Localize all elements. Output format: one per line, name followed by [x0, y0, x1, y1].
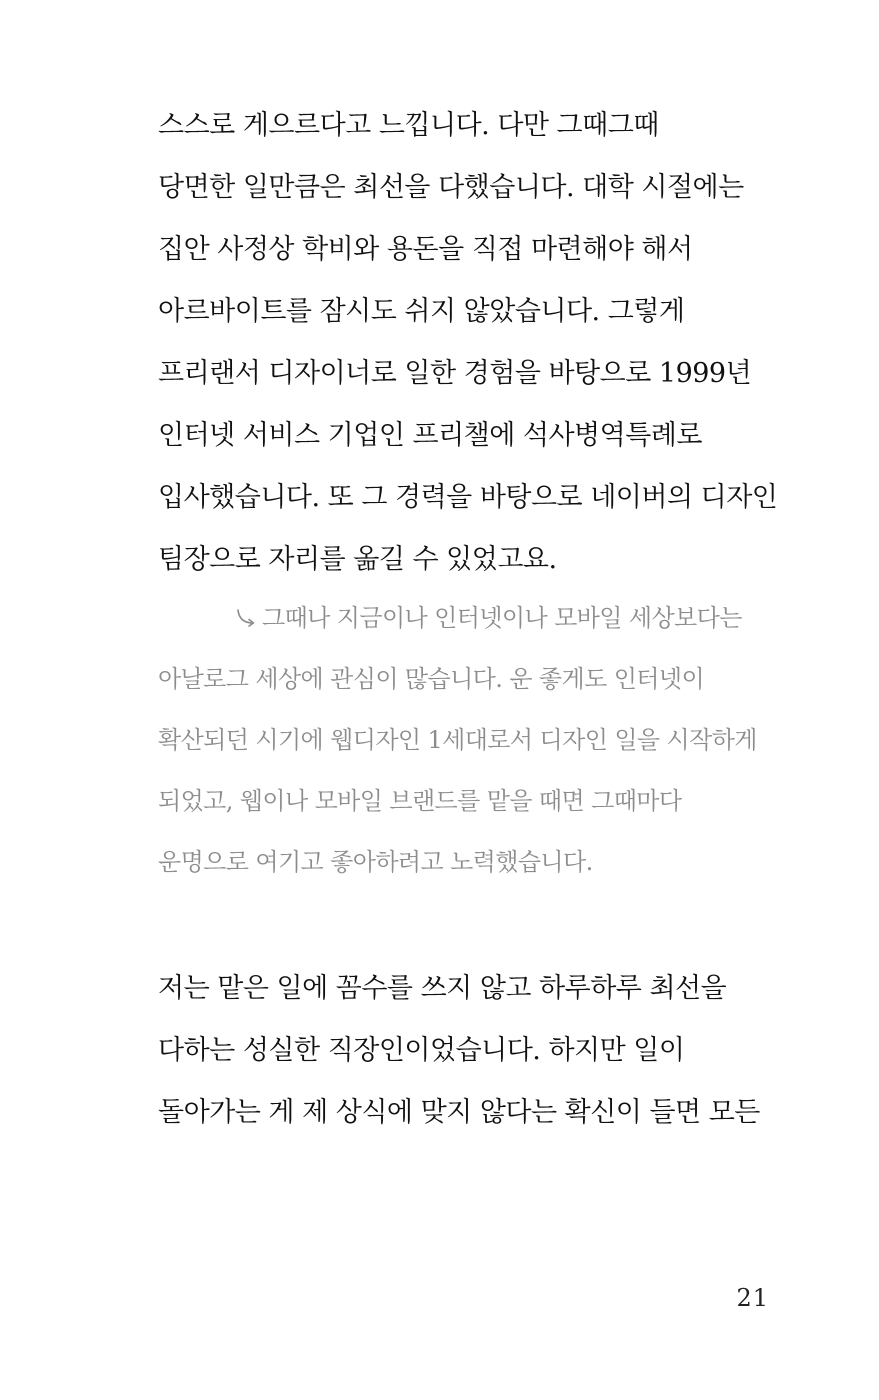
text-line: 프리랜서 디자이너로 일한 경험을 바탕으로 1999년	[158, 358, 752, 389]
text-line: 다하는 성실한 직장인이었습니다. 하지만 일이	[158, 1035, 685, 1066]
text-line: 집안 사정상 학비와 용돈을 직접 마련해야 해서	[158, 234, 693, 265]
text-line: 당면한 일만큼은 최선을 다했습니다. 대학 시절에는	[158, 172, 744, 203]
text-line: 입사했습니다. 또 그 경력을 바탕으로 네이버의 디자인	[158, 482, 778, 513]
aside-first-line	[158, 588, 798, 649]
aside-line-text: 그때나 지금이나 인터넷이나 모바일 세상보다는	[262, 604, 742, 632]
text-line: 스스로 게으르다고 느낍니다. 다만 그때그때	[158, 110, 659, 141]
aside-note	[158, 588, 798, 893]
text-line: 아르바이트를 잠시도 쉬지 않았습니다. 그렇게	[158, 296, 685, 327]
curved-arrow-icon	[236, 608, 258, 628]
aside-line: 확산되던 시기에 웹디자인 1세대로서 디자인 일을 시작하게	[158, 726, 757, 754]
aside-line: 되었고, 웹이나 모바일 브랜드를 맡을 때면 그때마다	[158, 787, 682, 815]
body-paragraph-2	[158, 958, 798, 1144]
body-paragraph-1	[158, 95, 798, 591]
aside-line: 아날로그 세상에 관심이 많습니다. 운 좋게도 인터넷이	[158, 665, 705, 693]
page-number: 21	[736, 1284, 769, 1312]
text-line: 저는 맡은 일에 꼼수를 쓰지 않고 하루하루 최선을	[158, 973, 727, 1004]
text-line: 인터넷 서비스 기업인 프리챌에 석사병역특례로	[158, 420, 702, 451]
aside-line: 운명으로 여기고 좋아하려고 노력했습니다.	[158, 848, 593, 876]
text-line: 돌아가는 게 제 상식에 맞지 않다는 확신이 들면 모든	[158, 1097, 760, 1128]
text-line: 팀장으로 자리를 옮길 수 있었고요.	[158, 544, 557, 575]
